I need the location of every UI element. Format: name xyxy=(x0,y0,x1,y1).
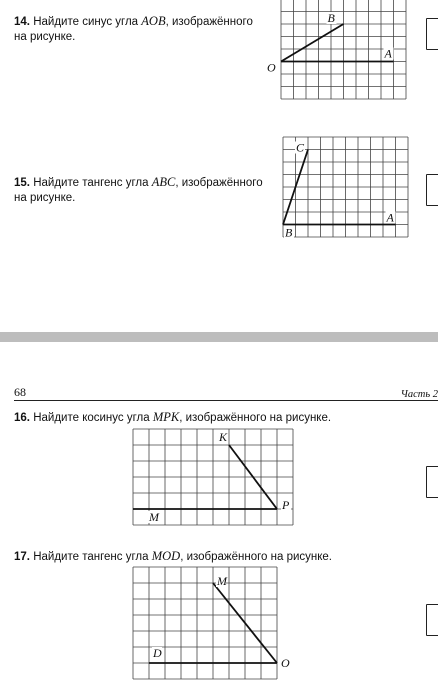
angle-ray-B xyxy=(281,24,344,62)
problem-14-figure xyxy=(267,0,410,92)
running-head: Часть 2 xyxy=(400,389,438,400)
problem-15-text xyxy=(14,175,274,206)
point-label-D: D xyxy=(153,646,162,660)
page-number: 68 xyxy=(14,385,26,399)
problem-16-answer-box[interactable] xyxy=(426,466,438,498)
point-label-O: O xyxy=(267,60,276,75)
point-label-M: M xyxy=(217,574,227,588)
problem-17-question-end: , изображённого на рисунке. xyxy=(180,551,333,563)
problem-14-answer-box[interactable] xyxy=(426,18,438,50)
problem-16-question: Найдите косинус угла xyxy=(33,412,150,424)
problem-17-answer-box[interactable] xyxy=(426,604,438,636)
problem-15-question-end: , изображённого xyxy=(175,177,263,189)
problem-15-answer-box[interactable] xyxy=(426,174,438,206)
point-label-P: P xyxy=(282,498,290,512)
point-label-C: C xyxy=(296,140,305,155)
problem-15-question-line2: на рисунке. xyxy=(14,192,76,204)
point-label-O: O xyxy=(281,656,290,670)
problem-17-number: 17. xyxy=(14,551,30,563)
problem-14-number: 14. xyxy=(14,16,30,28)
problem-17-question: Найдите тангенс угла xyxy=(33,551,149,563)
problem-14-question: Найдите синус угла xyxy=(33,16,139,28)
point-label-K: K xyxy=(219,430,228,444)
problem-17-figure xyxy=(132,566,297,688)
point-label-A: A xyxy=(386,210,394,225)
page-separator xyxy=(0,332,438,342)
problem-16-angle: MPK xyxy=(152,410,180,424)
point-label-M: M xyxy=(149,510,159,524)
point-label-B: B xyxy=(285,225,293,240)
problem-14-question-line2: на рисунке. xyxy=(14,31,76,43)
problem-17-angle: MOD xyxy=(151,549,181,563)
problem-14-text xyxy=(14,14,274,45)
problem-17-text xyxy=(14,549,414,565)
problem-15-angle: ABC xyxy=(151,175,176,189)
problem-14-question-end: , изображённого xyxy=(165,16,253,28)
problem-15-question: Найдите тангенс угла xyxy=(33,177,149,189)
point-label-A: A xyxy=(384,46,392,61)
point-label-B: B xyxy=(327,11,335,25)
header-rule xyxy=(14,400,438,401)
problem-16-text xyxy=(14,410,414,426)
problem-15-number: 15. xyxy=(14,177,30,189)
problem-16-question-end: , изображённого на рисунке. xyxy=(179,412,332,424)
problem-16-figure xyxy=(132,428,297,540)
problem-16-number: 16. xyxy=(14,412,30,424)
problem-15-figure xyxy=(282,136,412,248)
problem-14-angle: AOB xyxy=(141,14,166,28)
